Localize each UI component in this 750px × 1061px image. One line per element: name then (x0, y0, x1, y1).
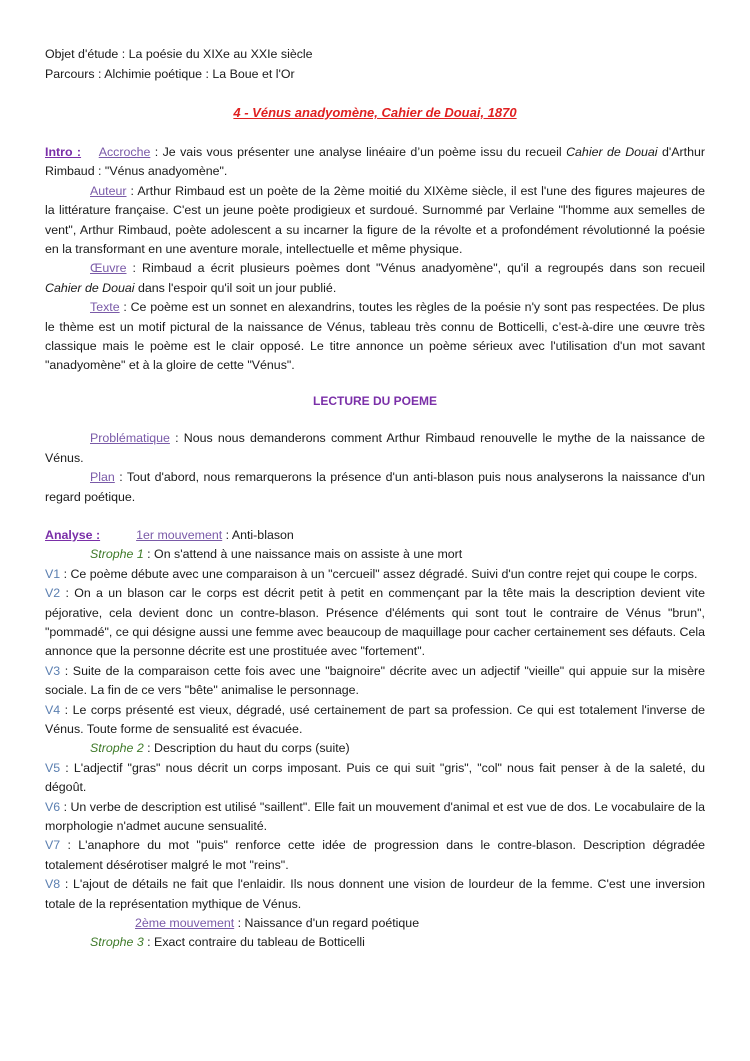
mvt2-label: 2ème mouvement (135, 916, 235, 931)
v2-paragraph (45, 584, 705, 662)
strophe3-label: Strophe 3 (90, 935, 144, 950)
analyse-label: Analyse : (45, 527, 101, 542)
oeuvre-text-a: : Rimbaud a écrit plusieurs poèmes dont "Vénus anadyomène", qu'il a regroupés dans son recueil (126, 261, 705, 276)
oeuvre-label: Œuvre (90, 261, 127, 276)
document-body (45, 143, 705, 953)
plan-label: Plan (90, 470, 115, 485)
v3-text: : Suite de la comparaison cette fois avec une "baignoire" décrite avec un adjectif "vieille" qui appuie sur la misère sociale. La fin de ce vers "bête" animalise le personnage. (45, 663, 705, 698)
strophe2-line (45, 739, 705, 758)
strophe3-line (45, 933, 705, 952)
intro-label: Intro : (45, 145, 82, 159)
v1-paragraph (45, 565, 705, 584)
strophe1-label: Strophe 1 (90, 547, 144, 562)
v3-paragraph (45, 662, 705, 701)
v1-label: V1 (45, 566, 61, 581)
intro-texte (45, 298, 705, 376)
intro-auteur (45, 182, 705, 260)
parcours-line: Parcours : Alchimie poétique : La Boue et l'Or (45, 67, 295, 81)
v7-text: : L'anaphore du mot "puis" renforce cette idée de progression dans le contre-blason. Description dégradée totalement désérotiser malgré le mot "reins". (45, 838, 705, 872)
document-header (45, 44, 313, 84)
v8-label: V8 (45, 877, 61, 892)
oeuvre-recueil: Cahier de Douai (45, 280, 135, 295)
objet-etude-line: Objet d'étude : La poésie du XIXe au XXIe siècle (45, 47, 313, 61)
mvt1-label: 1er mouvement (136, 527, 223, 542)
document-title: 4 - Vénus anadyomène, Cahier de Douai, 1870 (233, 105, 517, 120)
v7-paragraph (45, 836, 705, 875)
v1-text: : Ce poème débute avec une comparaison à un "cercueil" assez dégradé. Suivi d'un contre rejet qui coupe le corps. (60, 566, 698, 581)
v5-text: : L'adjectif "gras" nous décrit un corps imposant. Puis ce qui suit "gris", "col" nous fait penser à de la saleté, du dégoût. (45, 760, 705, 795)
plan-text: : Tout d'abord, nous remarquerons la présence d'un anti-blason puis nous analyserons la naissance d'un regard poétique. (45, 470, 705, 504)
spacer (45, 507, 705, 526)
mvt2-line (45, 914, 705, 933)
analyse-heading-line (45, 526, 705, 545)
v8-paragraph (45, 875, 705, 914)
v2-text: : On a un blason car le corps est décrit petit à petit en commençant par la tête mais la description devient vite péjorative, cela devient donc un contre-blason. Présence d'éléments qui sont tout le contraire de Vénus "brun", "pommadé", ce qui désigne aussi une femme avec beaucoup de maquillage pour cacher certainement ses défauts. Cela annonce que la personne décrite est une prostituée avec "fortement". (45, 586, 705, 659)
v6-label: V6 (45, 799, 61, 814)
strophe1-text: : On s'attend à une naissance mais on assiste à une mort (143, 547, 463, 562)
plan-paragraph (45, 468, 705, 507)
strophe2-label: Strophe 2 (90, 741, 144, 756)
v8-text: : L'ajout de détails ne fait que l'enlaidir. Ils nous donnent une vision de lourdeur de la femme. C'est une inversion totale de la représentation mythique de Vénus. (45, 877, 705, 911)
strophe3-text: : Exact contraire du tableau de Botticelli (143, 935, 365, 950)
mvt2-text: : Naissance d'un regard poétique (234, 916, 420, 931)
v4-label: V4 (45, 702, 61, 717)
v5-paragraph (45, 759, 705, 798)
v2-label: V2 (45, 586, 61, 601)
v5-label: V5 (45, 760, 61, 775)
texte-text: : Ce poème est un sonnet en alexandrins, toutes les règles de la poésie n'y sont pas respectées. De plus le thème est un motif pictural de la naissance de Vénus, tableau très connu de Botticelli, c’est-à-dire une œuvre très classique mais le poème est le clair opposé. Le titre annonce un poème sérieux avec l'utilisation d'un mot savant "anadyomène" et à la gloire de cette "Vénus". (45, 300, 705, 373)
v4-text: : Le corps présenté est vieux, dégradé, usé certainement de part sa profession. Ce qui est totalement l'inverse de Vénus. Toute forme de sensualité est évacuée. (45, 702, 705, 736)
accroche-text-a: : Je vais vous présenter une analyse linéaire d’un poème issu du recueil (150, 145, 567, 159)
lecture-heading: LECTURE DU POEME (312, 393, 437, 408)
v7-label: V7 (45, 838, 61, 853)
strophe1-line (45, 545, 705, 564)
v6-text: : Un verbe de description est utilisé "saillent". Elle fait un mouvement d'animal et est vue de dos. Le vocabulaire de la morphologie n'admet aucune sensualité. (45, 799, 705, 833)
accroche-label: Accroche (98, 145, 151, 159)
problematique-paragraph (45, 429, 705, 468)
auteur-text: : Arthur Rimbaud est un poète de la 2ème moitié du XIXème siècle, il est l'une des figures majeures de la littérature française. C'est un jeune poète prodigieux et surdoué. Surnommé par Verlaine "l'homme aux semelles de vent", Arthur Rimbaud, poète adolescent a su incarner la figure de la révolte et a profondément révolutionné la poésie en la transformant en une aventure morale, intellectuelle et même physique. (45, 183, 705, 257)
problematique-text: : Nous nous demanderons comment Arthur Rimbaud renouvelle le mythe de la naissance de Vénus. (45, 431, 705, 465)
v3-label: V3 (45, 663, 61, 678)
accroche-text-b: d'Arthur Rimbaud : "Vénus anadyomène". (45, 145, 705, 179)
oeuvre-text-b: dans l'espoir qu'il soit un jour publié. (134, 280, 337, 295)
intro-accroche (45, 143, 705, 182)
mvt1-text: : Anti-blason (222, 527, 294, 542)
accroche-recueil: Cahier de Douai (566, 145, 658, 159)
problematique-label: Problématique (90, 431, 170, 446)
texte-label: Texte (90, 300, 120, 315)
v6-paragraph (45, 798, 705, 837)
v4-paragraph (45, 701, 705, 740)
intro-oeuvre (45, 259, 705, 298)
auteur-label: Auteur (90, 183, 127, 198)
strophe2-text: : Description du haut du corps (suite) (143, 741, 350, 756)
